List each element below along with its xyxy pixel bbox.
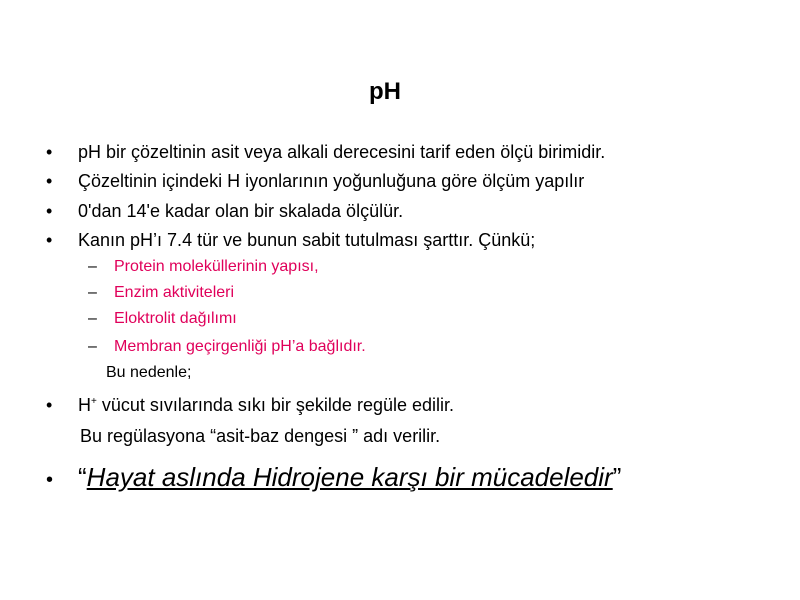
sub-list-item bbox=[88, 310, 237, 328]
dash-icon: – bbox=[88, 310, 97, 327]
bullet-icon: • bbox=[46, 395, 53, 415]
plus-superscript: + bbox=[91, 396, 97, 407]
bullet-text: pH bir çözeltinin asit veya alkali derecesini tarif eden ölçü birimidir. bbox=[78, 142, 606, 162]
regulation-text: Bu regülasyona “asit-baz dengesi ” adı verilir. bbox=[80, 426, 441, 446]
sub-item-text: Membran geçirgenliği pH’a bağlıdır. bbox=[114, 338, 366, 355]
bu-nedenle-text: Bu nedenle; bbox=[106, 364, 192, 381]
quote-bullet bbox=[46, 462, 621, 493]
sub-item-text: Enzim aktiviteleri bbox=[114, 284, 235, 301]
bullet-item bbox=[46, 395, 454, 416]
bullet-icon: • bbox=[46, 201, 53, 221]
slide-title: pH bbox=[369, 78, 401, 105]
dash-icon: – bbox=[88, 284, 97, 301]
dash-icon: – bbox=[88, 338, 97, 355]
h-symbol: H bbox=[78, 395, 91, 415]
bullet-icon: • bbox=[46, 469, 54, 491]
sub-item-text: Eloktrolit dağılımı bbox=[114, 310, 237, 327]
sub-list-item bbox=[88, 258, 319, 276]
bullet-text: Kanın pH’ı 7.4 tür ve bunun sabit tutulması şarttır. Çünkü; bbox=[78, 230, 536, 250]
bullet-text: 0'dan 14'e kadar olan bir skalada ölçülür. bbox=[78, 201, 404, 221]
quote-line bbox=[78, 462, 621, 493]
quote-text: Hayat aslında Hidrojene karşı bir mücadeledir bbox=[86, 462, 613, 492]
bullet-icon: • bbox=[46, 230, 53, 250]
bullet-item bbox=[46, 201, 403, 222]
bullet-item bbox=[46, 142, 605, 163]
bullet-item bbox=[46, 171, 584, 192]
quote-open: “ bbox=[78, 462, 87, 492]
sub-list-item bbox=[88, 284, 234, 302]
h-rest-text: vücut sıvılarında sıkı bir şekilde regüle edilir. bbox=[96, 395, 455, 415]
bullet-icon: • bbox=[46, 171, 53, 191]
quote-close: ” bbox=[612, 462, 622, 492]
bullet-icon: • bbox=[46, 142, 53, 162]
dash-icon: – bbox=[88, 258, 97, 275]
sub-list-item bbox=[88, 338, 366, 356]
bullet-text-h bbox=[78, 395, 454, 416]
bullet-text: Çözeltinin içindeki H iyonlarının yoğunluğuna göre ölçüm yapılır bbox=[78, 171, 585, 191]
sub-item-text: Protein moleküllerinin yapısı, bbox=[114, 258, 319, 275]
bullet-item bbox=[46, 230, 535, 251]
